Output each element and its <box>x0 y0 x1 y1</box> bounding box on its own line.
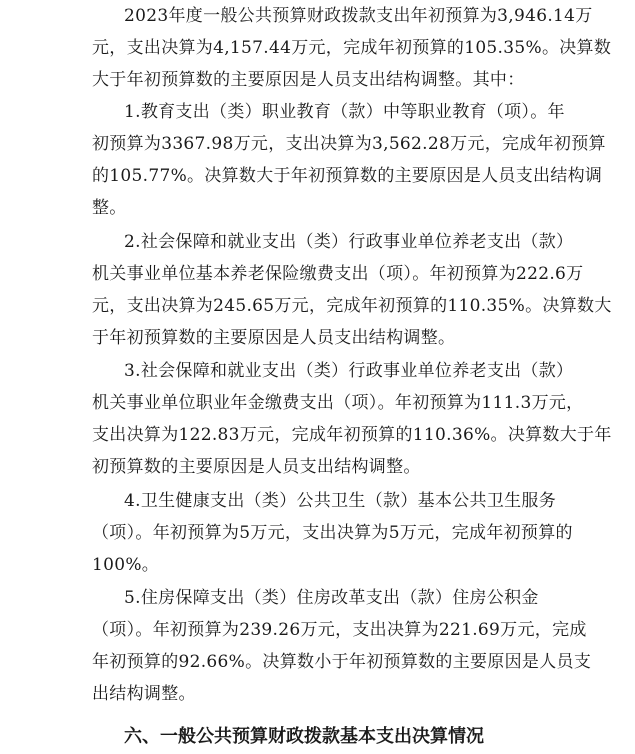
item-1-line-4: 整。 <box>92 198 127 218</box>
item-5-line-2: （项）。年初预算为239.26万元，支出决算为221.69万元，完成 <box>92 620 587 640</box>
item-3-line-2: 机关事业单位职业年金缴费支出（项）。年初预算为111.3万元， <box>92 393 584 413</box>
item-1-line-2: 初预算为3367.98万元，支出决算为3,562.28万元，完成年初预算 <box>92 134 606 154</box>
item-1-line-1: 1.教育支出（类）职业教育（款）中等职业教育（项）。年 <box>124 102 565 122</box>
item-2-line-2: 机关事业单位基本养老保险缴费支出（项）。年初预算为222.6万 <box>92 264 584 284</box>
item-5-line-4: 出结构调整。 <box>92 684 196 704</box>
item-4-line-3: 100%。 <box>92 555 160 575</box>
section-heading: 六、一般公共预算财政拨款基本支出决算情况 <box>124 726 484 747</box>
item-3-line-1: 3.社会保障和就业支出（类）行政事业单位养老支出（款） <box>124 361 574 381</box>
intro-line-3: 大于年初预算数的主要原因是人员支出结构调整。其中： <box>92 70 525 90</box>
intro-line-2: 元，支出决算为4,157.44万元，完成年初预算的105.35%。决算数 <box>92 38 612 58</box>
item-3-line-4: 初预算数的主要原因是人员支出结构调整。 <box>92 457 421 477</box>
item-4-line-2: （项）。年初预算为5万元，支出决算为5万元，完成年初预算的 <box>92 523 573 543</box>
item-2-line-4: 于年初预算数的主要原因是人员支出结构调整。 <box>92 328 456 348</box>
item-2-line-1: 2.社会保障和就业支出（类）行政事业单位养老支出（款） <box>124 232 574 252</box>
item-4-line-1: 4.卫生健康支出（类）公共卫生（款）基本公共卫生服务 <box>124 491 557 511</box>
item-3-line-3: 支出决算为122.83万元，完成年初预算的110.36%。决算数大于年 <box>92 425 612 445</box>
intro-line-1: 2023年度一般公共预算财政拨款支出年初预算为3,946.14万 <box>124 6 593 26</box>
item-5-line-1: 5.住房保障支出（类）住房改革支出（款）住房公积金 <box>124 588 539 608</box>
item-1-line-3: 的105.77%。决算数大于年初预算数的主要原因是人员支出结构调 <box>92 166 603 186</box>
item-2-line-3: 元，支出决算为245.65万元，完成年初预算的110.35%。决算数大 <box>92 296 612 316</box>
item-5-line-3: 年初预算的92.66%。决算数小于年初预算数的主要原因是人员支 <box>92 652 592 672</box>
